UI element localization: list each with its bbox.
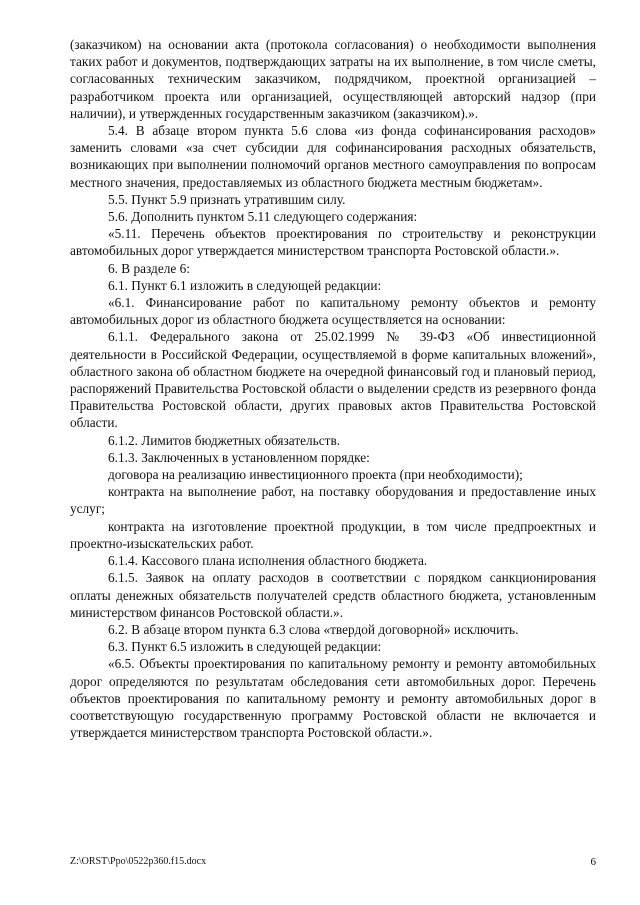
paragraph: 6. В разделе 6: (108, 260, 190, 276)
paragraph: «6.1. Финансирование работ по капитальному ремонту объектов и ремонту автомобильных дорог из областного бюджета осуществляется на основании: (70, 295, 596, 328)
page-number: 6 (590, 856, 596, 868)
paragraph: 6.1. Пункт 6.1 изложить в следующей редакции: (108, 277, 382, 293)
paragraph: 6.2. В абзаце втором пункта 6.3 слова «твердой договорной» исключить. (108, 621, 519, 637)
paragraph: 6.1.1. Федерального закона от 25.02.1999 № 39-ФЗ «Об инвестиционной деятельности в Российской Федерации, осуществляемой в форме капитальных вложений», областного закона об областном бюджете на очередной финансовый год и плановый период, распоряжений Правительства Ростовской области о выделении средств из резервного фонда Правительства Ростовской области, других правовых актов Правительства Ростовской области. (70, 329, 596, 431)
paragraph: контракта на изготовление проектной продукции, в том числе предпроектных и проектно-изыскательских работ. (70, 518, 596, 551)
paragraph: 6.1.5. Заявок на оплату расходов в соответствии с порядком санкционирования оплаты денежных обязательств получателей средств областного бюджета, установленным министерством финансов Ростовской области.». (70, 570, 596, 620)
paragraph: 6.1.2. Лимитов бюджетных обязательств. (108, 432, 341, 448)
paragraph: 5.4. В абзаце втором пункта 5.6 слова «из фонда софинансирования расходов» заменить словами «за счет субсидии для софинансирования расходных обязательств, возникающих при выполнении полномочий органов местного самоуправления по вопросам местного значения, предоставляемых из областного бюджета местным бюджетам». (70, 123, 596, 190)
paragraph: 6.3. Пункт 6.5 изложить в следующей редакции: (108, 639, 382, 655)
paragraph: «6.5. Объекты проектирования по капитальному ремонту и ремонту автомобильных дорог определяются по результатам обследования сети автомобильных дорог. Перечень объектов проектирования по капитальному ремонту и ремонту автомобильных дорог в соответствующую государственную программу Ростовской области не включается и утверждается министерством транспорта Ростовской области.». (70, 656, 596, 741)
paragraph: (заказчиком) на основании акта (протокола согласования) о необходимости выполнения таких работ и документов, подтверждающих затраты на их выполнение, в том числе сметы, согласованных техническим заказчиком, подрядчиком, проектной организацией – разработчиком проекта или организацией, осуществляющей авторский надзор (при наличии), и утвержденных государственным заказчиком (заказчиком).». (70, 37, 596, 121)
paragraph: договора на реализацию инвестиционного проекта (при необходимости); (108, 467, 523, 483)
paragraph: контракта на выполнение работ, на поставку оборудования и предоставление иных услуг; (70, 484, 596, 517)
paragraph: 5.6. Дополнить пунктом 5.11 следующего содержания: (108, 209, 418, 225)
paragraph: «5.11. Перечень объектов проектирования по строительству и реконструкции автомобильных дорог утверждается министерством транспорта Ростовской области.». (70, 226, 596, 259)
footer-file-path: Z:\ORST\Ppo\0522p360.f15.docx (70, 856, 207, 867)
document-body (70, 36, 596, 741)
paragraph: 6.1.4. Кассового плана исполнения областного бюджета. (108, 553, 428, 569)
paragraph: 5.5. Пункт 5.9 признать утратившим силу. (108, 191, 346, 207)
paragraph: 6.1.3. Заключенных в установленном порядке: (108, 449, 370, 465)
